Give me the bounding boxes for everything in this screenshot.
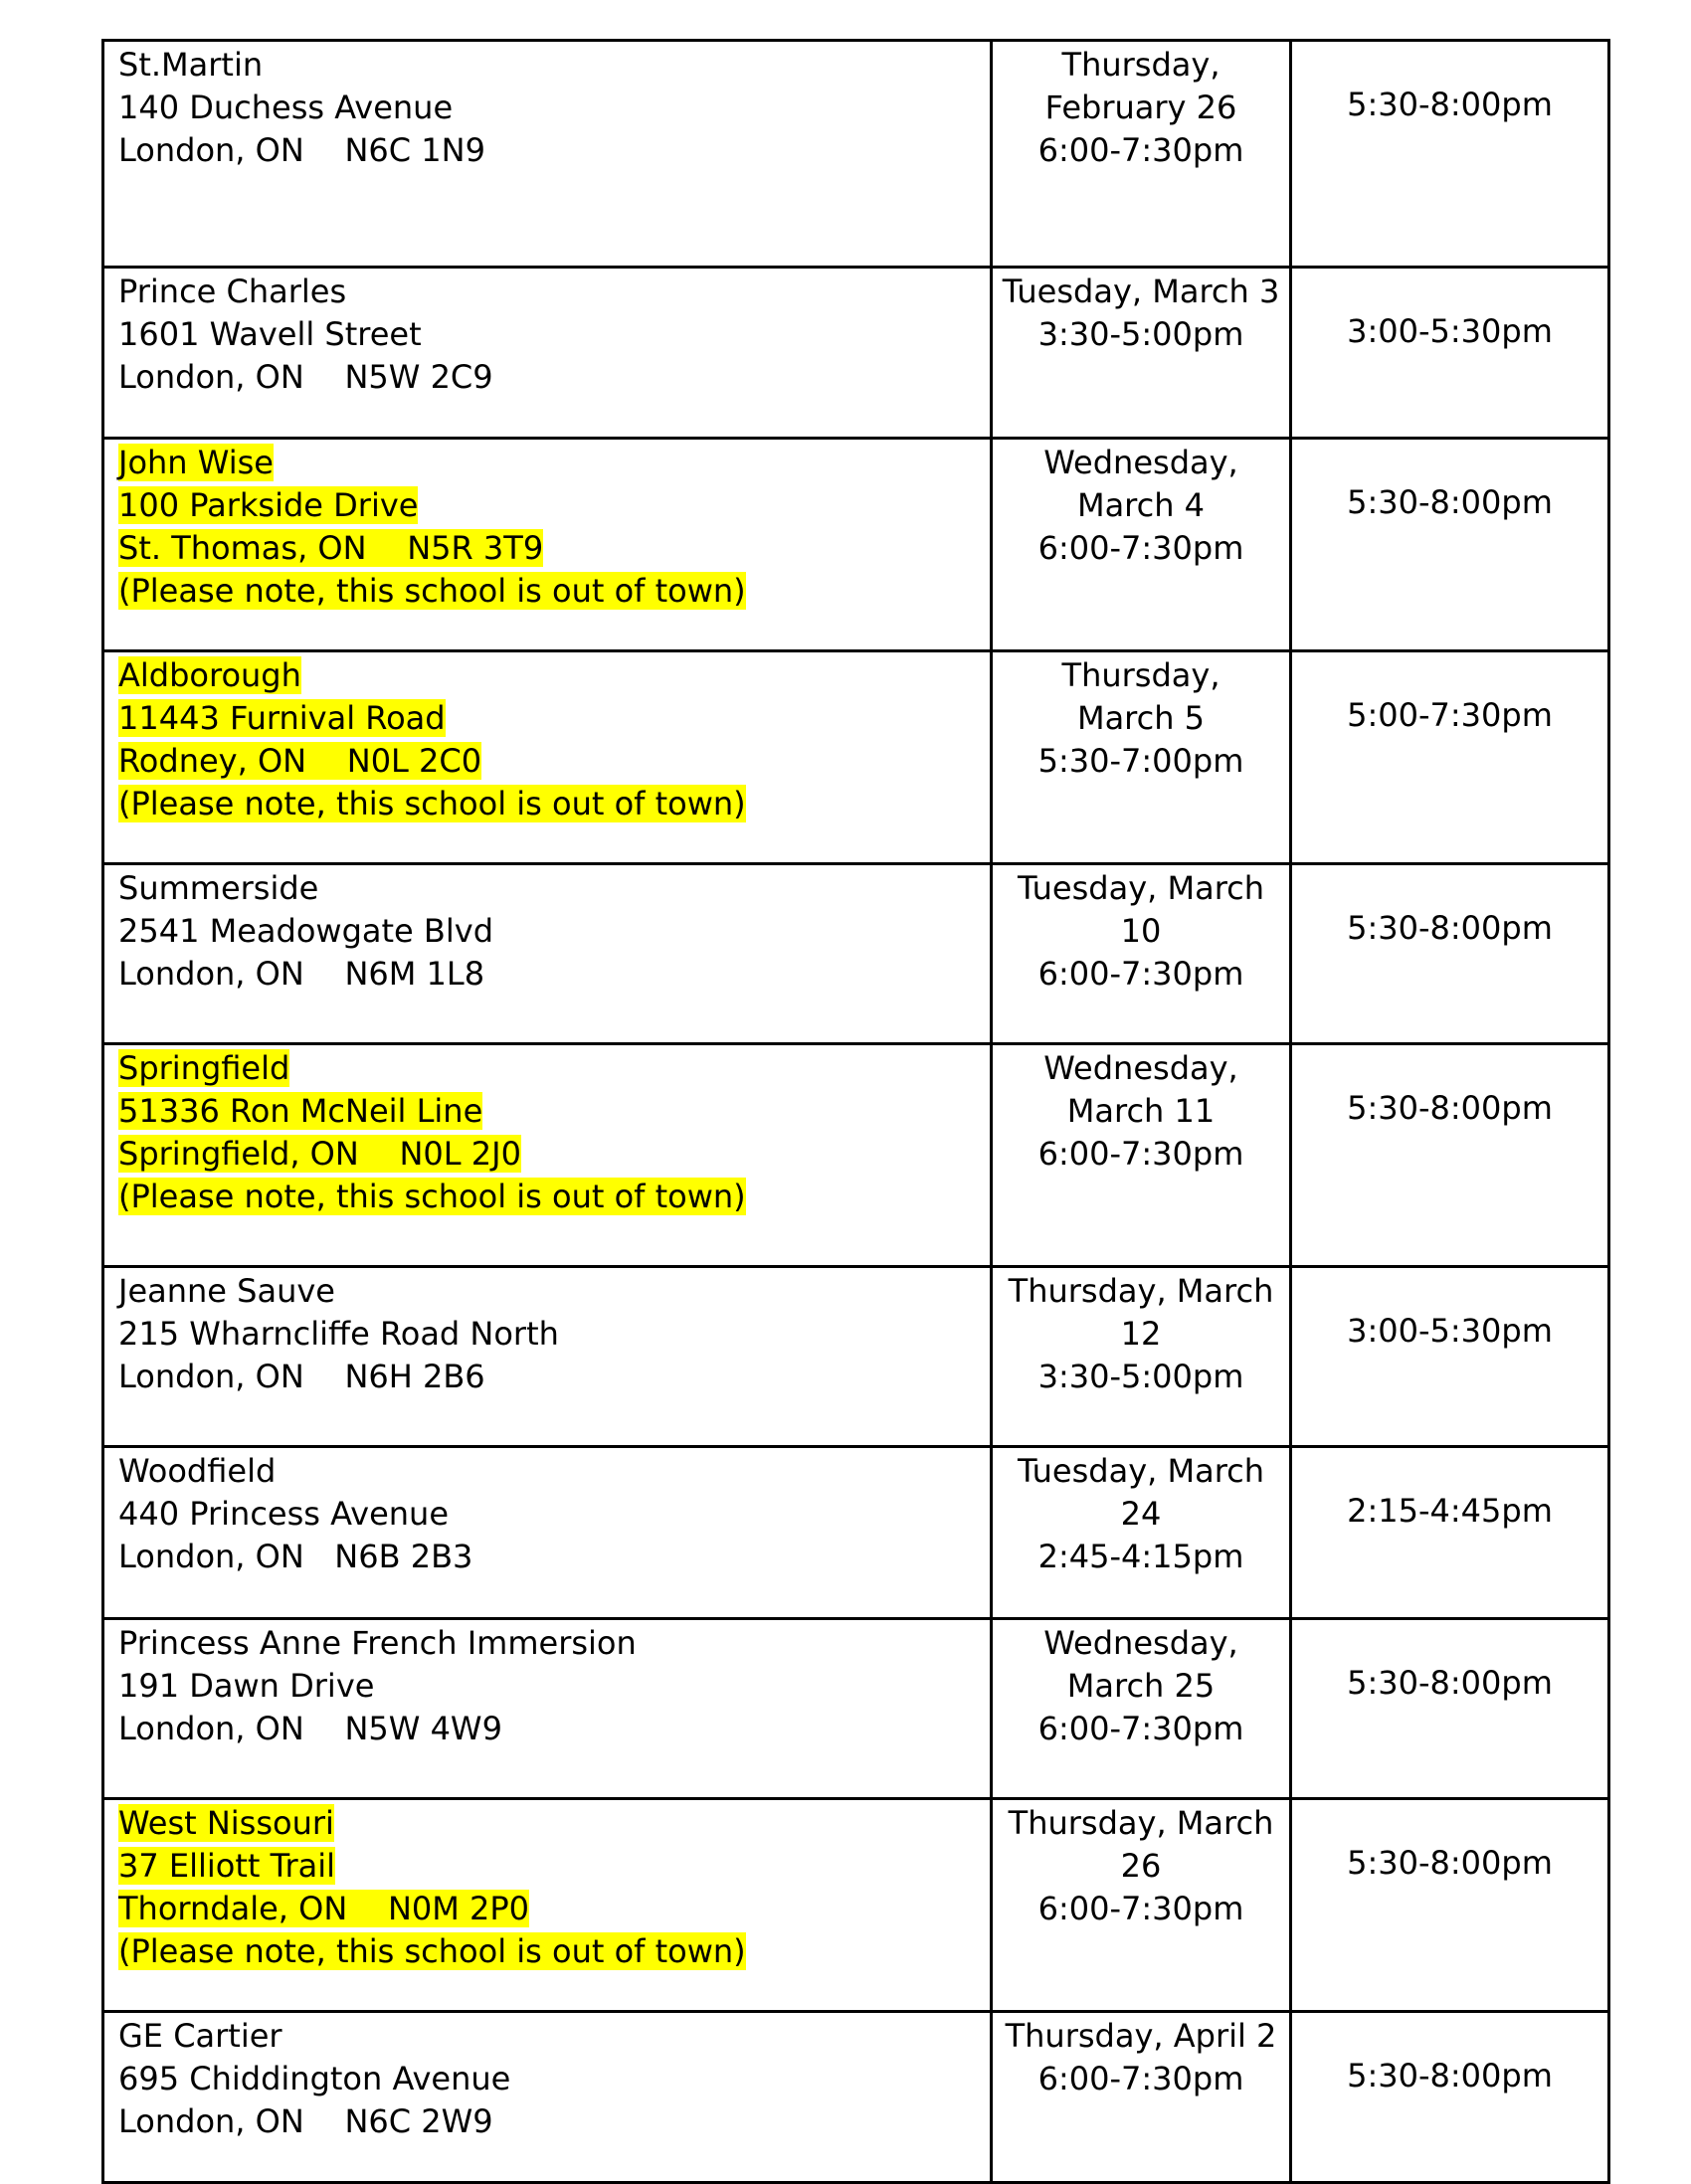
date-line: Tuesday, March 3 [1002,273,1280,310]
date-cell [992,1619,1291,1799]
date-line: March 4 [1076,486,1206,524]
date-cell [992,1447,1291,1619]
time-value: 5:30-8:00pm [1347,909,1553,947]
date-line: Wednesday, [1043,444,1238,481]
table-row [103,2012,1609,2183]
school-address: 2541 Meadowgate Blvd [118,912,493,950]
school-city: London, ON N6B 2B3 [118,1538,473,1575]
school-city: St. Thomas, ON N5R 3T9 [118,529,544,567]
date-line: March 25 [1066,1667,1216,1705]
school-cell [103,268,992,439]
school-city: London, ON N5W 2C9 [118,358,493,396]
school-name: St.Martin [118,46,264,84]
time-value: 5:30-8:00pm [1347,483,1553,521]
school-name: Prince Charles [118,273,347,310]
date-line: Thursday, April 2 [1005,2017,1277,2055]
school-cell [103,651,992,864]
date-cell [992,1799,1291,2012]
schedule-table [101,39,1610,2184]
time-cell [1291,268,1609,439]
school-address: 37 Elliott Trail [118,1847,336,1885]
date-line: 2:45-4:15pm [1037,1538,1244,1575]
school-cell [103,1044,992,1267]
table-row [103,439,1609,651]
time-value: 5:30-8:00pm [1347,2057,1553,2094]
date-line: Wednesday, [1043,1624,1238,1662]
table-row [103,651,1609,864]
school-address: 140 Duchess Avenue [118,89,454,126]
school-city: Thorndale, ON N0M 2P0 [118,1890,530,1927]
school-cell [103,864,992,1044]
time-cell [1291,1799,1609,2012]
date-line: 6:00-7:30pm [1037,1890,1244,1927]
date-cell [992,864,1291,1044]
date-line: 5:30-7:00pm [1037,742,1244,780]
date-cell [992,439,1291,651]
time-value: 5:00-7:30pm [1347,696,1553,734]
date-line: Thursday, [1061,46,1221,84]
date-line: 26 [1120,1847,1162,1885]
date-cell [992,268,1291,439]
schedule-body [103,41,1609,2183]
school-name: Aldborough [118,656,301,694]
time-value: 3:00-5:30pm [1347,1312,1553,1350]
date-line: 12 [1120,1315,1162,1353]
date-line: 6:00-7:30pm [1037,131,1244,169]
school-cell [103,41,992,268]
table-row [103,41,1609,268]
school-address: 695 Chiddington Avenue [118,2060,511,2097]
school-city: London, ON N6H 2B6 [118,1358,485,1395]
time-value: 2:15-4:45pm [1347,1492,1553,1530]
date-line: 24 [1120,1495,1162,1533]
date-line: Thursday, [1061,656,1221,694]
school-address: 1601 Wavell Street [118,315,422,353]
date-line: February 26 [1044,89,1237,126]
time-cell [1291,864,1609,1044]
date-line: Wednesday, [1043,1049,1238,1087]
time-cell [1291,651,1609,864]
out-of-town-note: (Please note, this school is out of town) [118,572,746,610]
date-line: 6:00-7:30pm [1037,529,1244,567]
date-cell [992,2012,1291,2183]
date-line: 6:00-7:30pm [1037,2060,1244,2097]
time-value: 5:30-8:00pm [1347,1844,1553,1882]
out-of-town-note: (Please note, this school is out of town) [118,1178,746,1215]
time-cell [1291,1267,1609,1447]
date-line: 10 [1120,912,1162,950]
date-cell [992,651,1291,864]
date-cell [992,1044,1291,1267]
time-cell [1291,439,1609,651]
out-of-town-note: (Please note, this school is out of town) [118,785,746,822]
date-cell [992,1267,1291,1447]
date-line: March 5 [1076,699,1206,737]
table-row [103,1799,1609,2012]
school-name: Jeanne Sauve [118,1272,335,1310]
time-value: 5:30-8:00pm [1347,1664,1553,1702]
date-line: Tuesday, March [1017,1452,1265,1490]
school-address: 440 Princess Avenue [118,1495,449,1533]
school-cell [103,1619,992,1799]
school-city: Springfield, ON N0L 2J0 [118,1135,521,1173]
school-name: GE Cartier [118,2017,282,2055]
school-city: London, ON N5W 4W9 [118,1710,502,1747]
school-address: 11443 Furnival Road [118,699,446,737]
table-row [103,268,1609,439]
school-city: London, ON N6M 1L8 [118,955,485,993]
table-row [103,1619,1609,1799]
table-row [103,1044,1609,1267]
date-line: Thursday, March [1008,1272,1274,1310]
table-row [103,864,1609,1044]
school-city: Rodney, ON N0L 2C0 [118,742,482,780]
date-line: Tuesday, March [1017,869,1265,907]
school-name: Princess Anne French Immersion [118,1624,637,1662]
date-line: 3:30-5:00pm [1037,315,1244,353]
school-name: Summerside [118,869,319,907]
out-of-town-note: (Please note, this school is out of town) [118,1932,746,1970]
school-cell [103,1799,992,2012]
date-line: 3:30-5:00pm [1037,1358,1244,1395]
time-cell [1291,1447,1609,1619]
date-line: Thursday, March [1008,1804,1274,1842]
time-value: 5:30-8:00pm [1347,1089,1553,1127]
school-name: Springfield [118,1049,290,1087]
school-city: London, ON N6C 2W9 [118,2102,493,2140]
time-cell [1291,1619,1609,1799]
time-cell [1291,1044,1609,1267]
school-cell [103,439,992,651]
date-line: March 11 [1066,1092,1216,1130]
school-cell [103,1447,992,1619]
school-address: 51336 Ron McNeil Line [118,1092,483,1130]
time-cell [1291,2012,1609,2183]
school-address: 191 Dawn Drive [118,1667,375,1705]
school-cell [103,2012,992,2183]
date-cell [992,41,1291,268]
table-row [103,1447,1609,1619]
school-address: 100 Parkside Drive [118,486,419,524]
time-value: 5:30-8:00pm [1347,86,1553,123]
school-cell [103,1267,992,1447]
school-name: West Nissouri [118,1804,334,1842]
date-line: 6:00-7:30pm [1037,1710,1244,1747]
school-name: Woodfield [118,1452,277,1490]
date-line: 6:00-7:30pm [1037,955,1244,993]
time-cell [1291,41,1609,268]
date-line: 6:00-7:30pm [1037,1135,1244,1173]
school-name: John Wise [118,444,274,481]
school-address: 215 Wharncliffe Road North [118,1315,559,1353]
time-value: 3:00-5:30pm [1347,312,1553,350]
school-city: London, ON N6C 1N9 [118,131,485,169]
table-row [103,1267,1609,1447]
